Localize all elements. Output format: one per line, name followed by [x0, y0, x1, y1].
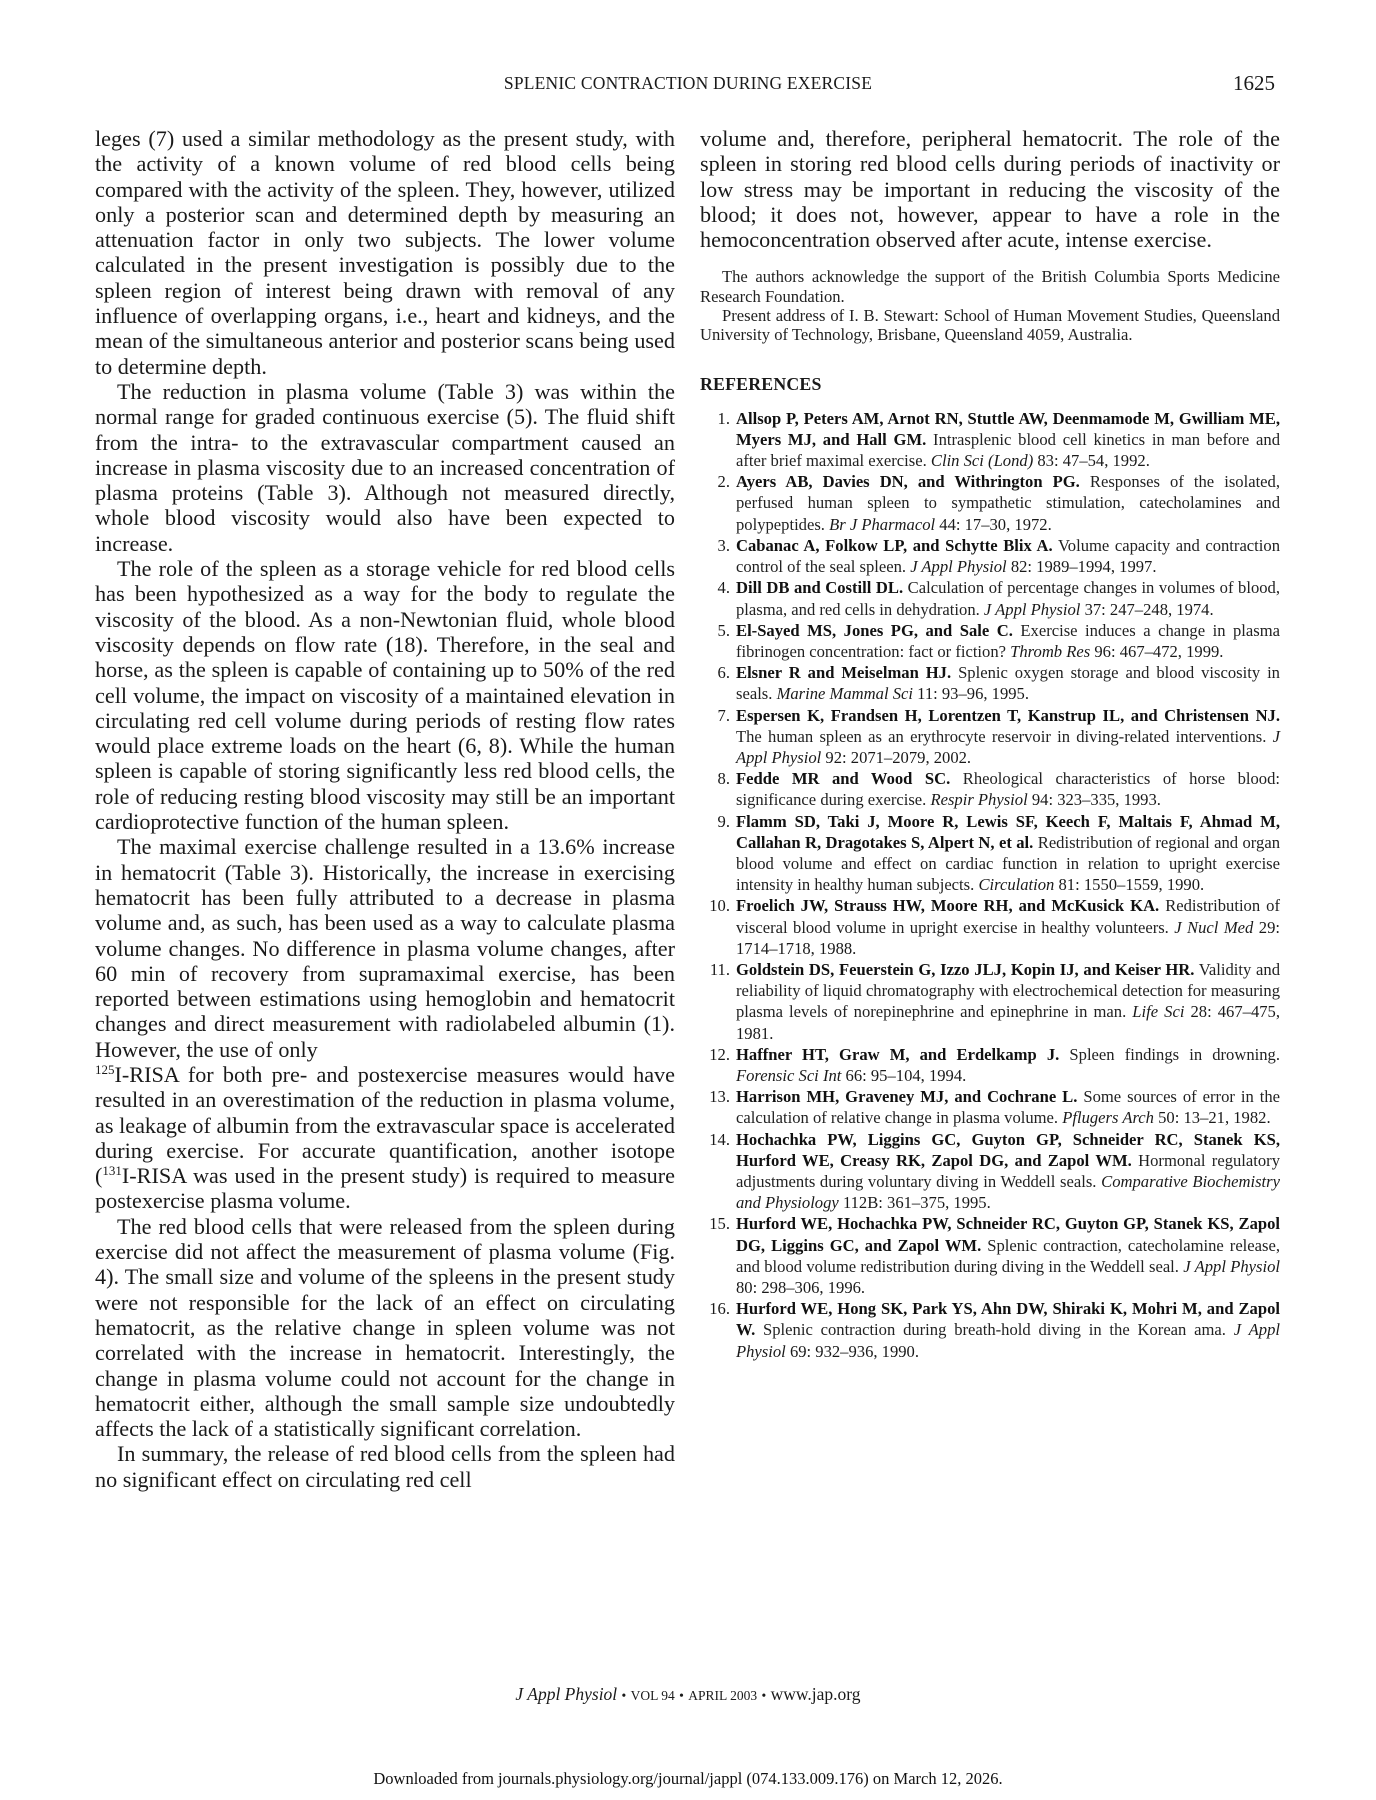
reference-item: [700, 705, 1280, 769]
reference-title: Redistribution of regional and organ blood volume and effect on cardiac function in relation to upright exercise intensity in healthy human subjects.: [736, 832, 1280, 895]
reference-item: [700, 1298, 1280, 1362]
reference-authors: El-Sayed MS, Jones PG, and Sale C.: [736, 620, 1013, 640]
reference-title: Some sources of error in the calculation of relative change in plasma volume.: [736, 1087, 1281, 1128]
journal-website-link[interactable]: www.jap.org: [770, 1684, 861, 1704]
text-span: I-RISA was used in the present study) is required to measure postexercise plasma volume.: [95, 1163, 675, 1214]
reference-number: 8.: [717, 769, 730, 789]
paragraph: The red blood cells that were released from the spleen during exercise did not affect the measurement of plasma volume (Fig. 4). The small size and volume of the spleens in the present study were not responsible for the lack of an effect on circulating hematocrit, as the relative change in spleen volume was not correlated with the increase in hematocrit. Interestingly, the change in plasma volume could not account for the change in hematocrit either, although the small sample size undoubtedly affects the lack of a statistically significant correlation.: [95, 1213, 675, 1442]
reference-item: [700, 577, 1280, 619]
reference-authors: Harrison MH, Graveney MJ, and Cochrane L.: [736, 1087, 1078, 1107]
superscript: 131: [102, 1163, 122, 1179]
reference-number: 16.: [709, 1299, 730, 1319]
reference-journal: Respir Physiol: [930, 790, 1028, 810]
page-number: 1625: [1233, 71, 1275, 95]
reference-title: Calculation of percentage changes in volumes of blood, plasma, and red cells in dehydration.: [736, 578, 1280, 619]
reference-item: [700, 408, 1280, 472]
reference-number: 6.: [717, 663, 730, 683]
reference-authors: Haffner HT, Graw M, and Erdelkamp J.: [736, 1044, 1060, 1064]
reference-title: Redistribution of visceral blood volume in upright exercise in healthy volunteers.: [736, 896, 1280, 937]
reference-title: The human spleen as an erythrocyte reservoir in diving-related interventions.: [736, 726, 1267, 746]
reference-citation: 11: 93–96, 1995.: [917, 684, 1029, 704]
reference-authors: Allsop P, Peters AM, Arnot RN, Stuttle AW, Deenmamode M, Gwilliam ME, Myers MJ, and Hall GM.: [736, 408, 1280, 449]
references-heading: REFERENCES: [700, 373, 822, 394]
reference-item: [700, 768, 1280, 810]
reference-citation: 112B: 361–375, 1995.: [842, 1193, 991, 1213]
journal-name: J Appl Physiol: [515, 1684, 618, 1704]
reference-list: [700, 408, 1280, 1362]
reference-item: [700, 895, 1280, 959]
reference-item: [700, 471, 1280, 535]
reference-number: 7.: [717, 705, 730, 725]
reference-title: Exercise induces a change in plasma fibrinogen concentration: fact or fiction?: [736, 620, 1280, 661]
reference-title: Rheological characteristics of horse blood: significance during exercise.: [736, 769, 1280, 810]
paragraph-continuation: volume and, therefore, peripheral hematocrit. The role of the spleen in storing red blood cells during periods of inactivity or low stress may be important in reducing the viscosity of the blood; it does not, however, appear to have a role in the hemoconcentration observed after acute, intense exercise.: [700, 126, 1280, 253]
reference-citation: 94: 323–335, 1993.: [1031, 790, 1161, 810]
reference-authors: Hurford WE, Hochachka PW, Schneider RC, Guyton GP, Stanek KS, Zapol DG, Liggins GC, and Zapol WM.: [736, 1214, 1280, 1255]
separator: •: [621, 1688, 627, 1703]
issue-date: APRIL 2003: [688, 1688, 758, 1703]
reference-authors: Espersen K, Frandsen H, Lorentzen T, Kanstrup IL, and Christensen NJ.: [736, 705, 1280, 725]
reference-number: 2.: [717, 472, 730, 492]
reference-title: Splenic contraction, catecholamine release, and blood volume redistribution during diving in the Weddell seal.: [736, 1235, 1280, 1276]
reference-item: [700, 811, 1280, 896]
reference-item: [700, 1213, 1280, 1298]
superscript: 125: [95, 1061, 115, 1077]
reference-citation: 66: 95–104, 1994.: [845, 1065, 967, 1085]
reference-item: [700, 662, 1280, 704]
reference-citation: 69: 932–936, 1990.: [789, 1341, 920, 1361]
reference-journal: J Appl Physiol: [1183, 1256, 1280, 1276]
reference-authors: Ayers AB, Davies DN, and Withrington PG.: [736, 472, 1080, 492]
reference-citation: 80: 298–306, 1996.: [736, 1278, 866, 1297]
reference-journal: Clin Sci (Lond): [930, 451, 1034, 471]
reference-item: [700, 1044, 1280, 1086]
reference-number: 1.: [717, 408, 730, 428]
reference-journal: Marine Mammal Sci: [776, 684, 913, 704]
reference-authors: Dill DB and Costill DL.: [736, 578, 904, 598]
reference-item: [700, 1129, 1280, 1214]
reference-citation: 29: 1714–1718, 1988.: [736, 917, 1280, 958]
paragraph: leges (7) used a similar methodology as the present study, with the activity of a known volume of red blood cells being compared with the activity of the spleen. They, however, utilized only a posterior scan and determined depth by measuring an attenuation factor in only two subjects. The lower volume calculated in the present investigation is possibly due to the spleen region of interest being drawn with removal of any influence of overlapping organs, i.e., heart and kidneys, and the mean of the simultaneous anterior and posterior scans being used to determine depth.: [95, 126, 675, 379]
reference-citation: 96: 467–472, 1999.: [1094, 641, 1224, 661]
reference-authors: Froelich JW, Strauss HW, Moore RH, and McKusick KA.: [736, 896, 1160, 916]
reference-item: [700, 535, 1280, 577]
reference-journal: J Appl Physiol: [736, 726, 1280, 767]
reference-authors: Goldstein DS, Feuerstein G, Izzo JLJ, Kopin IJ, and Keiser HR.: [736, 959, 1195, 979]
reference-journal: Comparative Biochemistry and Physiology: [736, 1171, 1280, 1213]
reference-title: Hormonal regulatory adjustments during voluntary diving in Weddell seals.: [736, 1150, 1280, 1191]
reference-citation: 81: 1550–1559, 1990.: [1058, 875, 1205, 895]
reference-number: 10.: [709, 896, 730, 916]
acknowledgments: [700, 267, 1280, 344]
reference-journal: Pflugers Arch: [1062, 1108, 1154, 1128]
reference-citation: 44: 17–30, 1972.: [939, 514, 1052, 534]
reference-journal: Forensic Sci Int: [736, 1065, 842, 1085]
reference-number: 3.: [717, 535, 730, 555]
paragraph: The maximal exercise challenge resulted in a 13.6% increase in hematocrit (Table 3). Historically, the increase in exercising hematocrit has been fully attributed to a decrease in plasma volume and, as such, has been used as a way to calculate plasma volume changes. No difference in plasma volume changes, after 60 min of recovery from supramaximal exercise, has been reported between estimations using hemoglobin and hematocrit changes and direct measurement with radiolabeled albumin (1). However, the use of only: [95, 834, 675, 1062]
reference-citation: 28: 467–475, 1981.: [736, 1002, 1280, 1043]
reference-title: Validity and reliability of liquid chromatography with electrochemical detection for measuring plasma levels of norepinephrine and epinephrine in man.: [736, 959, 1280, 1022]
reference-authors: Fedde MR and Wood SC.: [736, 769, 951, 789]
journal-footer: [0, 1684, 1376, 1705]
reference-journal: J Nucl Med: [1174, 917, 1254, 937]
reference-journal: Life Sci: [1132, 1002, 1185, 1022]
left-column: [95, 126, 675, 1492]
present-address: Present address of I. B. Stewart: School of Human Movement Studies, Queensland University of Technology, Brisbane, Queensland 4059, Australia.: [700, 306, 1280, 345]
reference-title: Responses of the isolated, perfused human spleen to sympathetic stimulation, catecholamines and polypeptides.: [736, 472, 1280, 534]
reference-citation: 50: 13–21, 1982.: [1158, 1108, 1271, 1128]
reference-title: Intrasplenic blood cell kinetics in man before and after brief maximal exercise.: [736, 429, 1280, 471]
reference-authors: Hurford WE, Hong SK, Park YS, Ahn DW, Shiraki K, Mohri M, and Zapol W.: [736, 1299, 1280, 1340]
reference-journal: Br J Pharmacol: [829, 514, 936, 534]
reference-title: Splenic contraction during breath-hold diving in the Korean ama.: [763, 1320, 1226, 1340]
reference-journal: Thromb Res: [1010, 641, 1091, 661]
acknowledgment: The authors acknowledge the support of the British Columbia Sports Medicine Research Foundation.: [700, 267, 1280, 306]
reference-journal: J Appl Physiol: [736, 1320, 1280, 1361]
reference-item: [700, 1086, 1280, 1128]
reference-citation: 37: 247–248, 1974.: [1084, 599, 1214, 619]
separator: •: [761, 1688, 767, 1703]
paragraph-isotope: [95, 1062, 675, 1214]
reference-number: 12.: [709, 1044, 730, 1064]
running-head: [0, 73, 1376, 101]
reference-authors: Flamm SD, Taki J, Moore R, Lewis SF, Keech F, Maltais F, Ahmad M, Callahan R, Dragotakes S, Alpert N, et al.: [736, 811, 1280, 852]
reference-number: 11.: [709, 959, 730, 979]
volume: VOL 94: [630, 1688, 675, 1703]
reference-number: 5.: [717, 620, 730, 640]
paragraph: The reduction in plasma volume (Table 3) was within the normal range for graded continuous exercise (5). The fluid shift from the intra- to the extravascular compartment caused an increase in plasma viscosity due to an increased concentration of plasma proteins (Table 3). Although not measured directly, whole blood viscosity would also have been expected to increase.: [95, 378, 675, 556]
download-note: Downloaded from journals.physiology.org/journal/jappl (074.133.009.176) on March 12, 2026.: [373, 1769, 1003, 1788]
reference-journal: Circulation: [978, 875, 1055, 895]
reference-journal: J Appl Physiol: [983, 599, 1081, 619]
paragraph: The role of the spleen as a storage vehicle for red blood cells has been hypothesized as a way for the body to regulate the viscosity of the blood. As a non-Newtonian fluid, whole blood viscosity depends on flow rate (18). Therefore, in the seal and horse, as the spleen is capable of containing up to 50% of the red cell volume, the impact on viscosity of a maintained elevation in circulating red cell volume during periods of resting flow rates would place extreme loads on the heart (6, 8). While the human spleen is capable of storing significantly less red blood cells, the role of reducing resting blood viscosity may still be an important cardioprotective function of the human spleen.: [95, 556, 675, 835]
reference-citation: 92: 2071–2079, 2002.: [825, 747, 972, 767]
reference-journal: J Appl Physiol: [910, 557, 1007, 577]
running-title: SPLENIC CONTRACTION DURING EXERCISE: [503, 73, 873, 93]
reference-authors: Hochachka PW, Liggins GC, Guyton GP, Schneider RC, Stanek KS, Hurford WE, Creasy RK, Zapol DG, and Zapol WM.: [736, 1129, 1280, 1170]
reference-citation: 82: 1989–1994, 1997.: [1010, 557, 1157, 577]
text-span: I-RISA for both pre- and postexercise measures would have resulted in an overestimation of the reduction in plasma volume, as leakage of albumin from the extravascular space is accelerated during exercise. For accurate quantification, another isotope (: [95, 1061, 675, 1189]
separator: •: [679, 1688, 684, 1703]
reference-number: 4.: [717, 578, 730, 598]
paragraph: In summary, the release of red blood cells from the spleen had no significant effect on circulating red cell: [95, 1441, 675, 1492]
reference-title: Spleen findings in drowning.: [1069, 1044, 1280, 1064]
reference-number: 14.: [709, 1129, 730, 1149]
reference-citation: 83: 47–54, 1992.: [1037, 451, 1150, 471]
right-column: [700, 126, 1280, 1362]
reference-number: 15.: [709, 1214, 730, 1234]
reference-number: 13.: [709, 1087, 730, 1107]
reference-title: Volume capacity and contraction control of the seal spleen.: [736, 535, 1280, 577]
reference-authors: Elsner R and Meiselman HJ.: [736, 663, 952, 683]
reference-authors: Cabanac A, Folkow LP, and Schytte Blix A.: [736, 535, 1053, 555]
reference-number: 9.: [717, 811, 730, 831]
reference-title: Splenic oxygen storage and blood viscosity in seals.: [736, 663, 1280, 704]
reference-item: [700, 959, 1280, 1044]
reference-item: [700, 620, 1280, 662]
